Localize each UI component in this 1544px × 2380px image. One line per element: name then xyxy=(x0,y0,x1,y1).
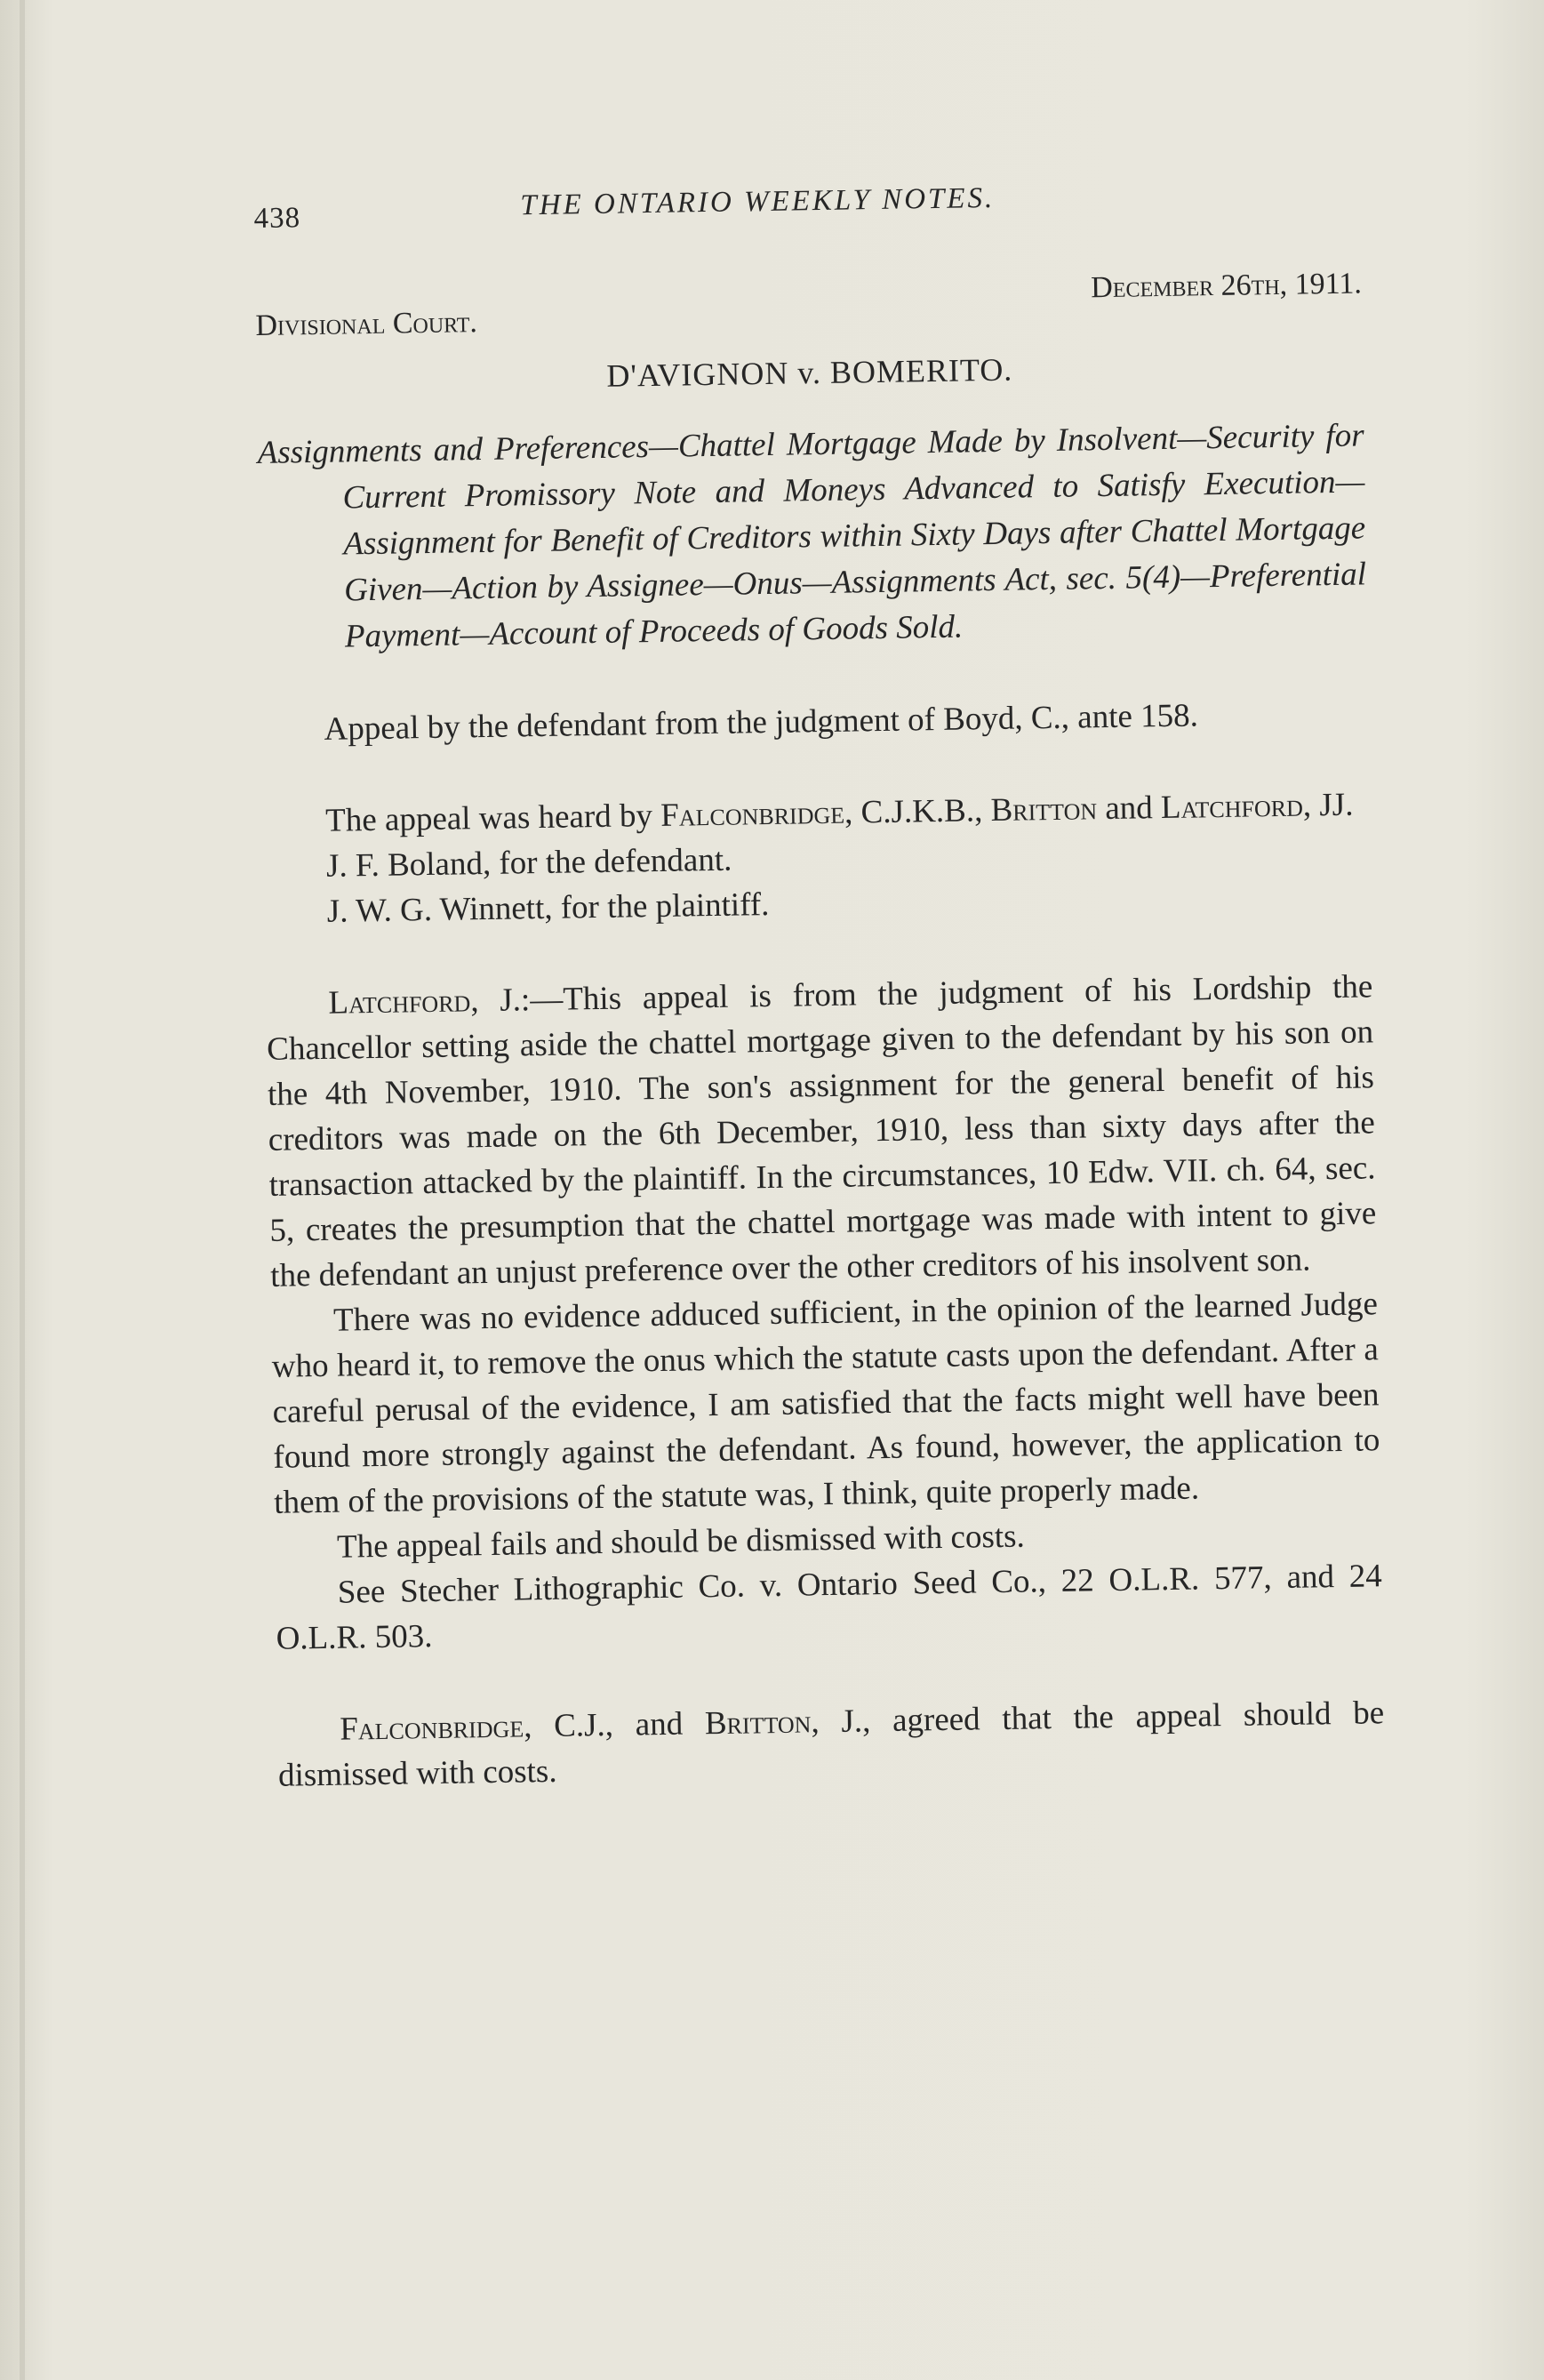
appeal-intro: Appeal by the defendant from the judgment of Boyd, C., ante 158. xyxy=(324,697,1199,748)
judgment-para-3: The appeal fails and should be dismissed with costs. xyxy=(336,1518,1026,1566)
headnote: Assignments and Preferences—Chattel Mortgage Made by Insolvent—Security for Current Promissory Note and Moneys Advanced to Satisfy Execution—Assignment for Benefit of Creditors within Sixty Days after Chattel Mortgage Given—Action by Assignee—Onus—Assignments Act, sec. 5(4)—Preferential Payment—Account of Proceeds of Goods Sold. xyxy=(257,417,1367,655)
judgment-para-1 xyxy=(266,964,1377,1299)
running-header xyxy=(253,169,1361,249)
concurrence-rest: , J., agreed that the appeal should be dismissed with costs. xyxy=(277,1695,1385,1794)
counsel-plaintiff: J. W. G. Winnett, for the plaintiff. xyxy=(326,885,770,930)
judgment-judge-suffix: , J.:— xyxy=(469,981,564,1020)
page-number: 438 xyxy=(253,202,301,235)
judgment-text-1: This appeal is from the judgment of his Lordship the Chancellor setting aside the chattel mortgage given to the defendant by his son on the 4th November, 1910. The son's assignment for the general benefit of his creditors was made on the 6th December, 1910, less than sixty days after the transaction attacked by the plaintiff. In the circumstances, 10 Edw. VII. ch. 64, sec. 5, creates the presumption that the chattel mortgage was made with intent to give the defendant an unjust preference over the other creditors of his insolvent son. xyxy=(266,968,1377,1294)
case-title: D'AVIGNON v. BOMERITO. xyxy=(606,351,1013,394)
concurrence-judge-2: Britton xyxy=(704,1703,812,1743)
text-block xyxy=(253,169,1385,1798)
judge-britton: Britton xyxy=(990,790,1098,829)
judgment-para-2: There was no evidence adduced sufficient, in the opinion of the learned Judge who heard it, to remove the onus which the statute casts upon the defendant. After a careful perusal of the evidence, I am satisfied that the facts might well have been found more strongly against the defendant. As found, however, the application to them of the provisions of the statute was, I think, quite properly made. xyxy=(271,1286,1380,1521)
concurrence-judge-1: Falconbridge xyxy=(339,1708,524,1748)
decision-date: December 26th, 1911. xyxy=(1090,267,1363,305)
judgment-para-4: See Stecher Lithographic Co. v. Ontario Seed Co., 22 O.L.R. 577, and 24 O.L.R. 503. xyxy=(276,1558,1383,1657)
heard-mid2: and xyxy=(1096,789,1162,828)
heard-prefix: The appeal was heard by xyxy=(324,797,661,839)
concurrence-mid: , C.J., and xyxy=(523,1705,706,1745)
heard-suffix: , JJ. xyxy=(1302,786,1354,824)
journal-title: THE ONTARIO WEEKLY NOTES. xyxy=(520,181,996,222)
binding-gutter xyxy=(20,0,25,2380)
court-date-line xyxy=(255,267,1363,347)
judge-latchford: Latchford xyxy=(1160,787,1304,827)
judge-falconbridge: Falconbridge xyxy=(660,794,845,834)
heard-mid1: , C.J.K.B., xyxy=(844,792,991,831)
counsel-defendant: J. F. Boland, for the defendant. xyxy=(325,841,732,885)
judgment-judge: Latchford xyxy=(328,982,471,1022)
court-name: Divisional Court. xyxy=(255,306,478,342)
concurrence xyxy=(277,1690,1385,1799)
